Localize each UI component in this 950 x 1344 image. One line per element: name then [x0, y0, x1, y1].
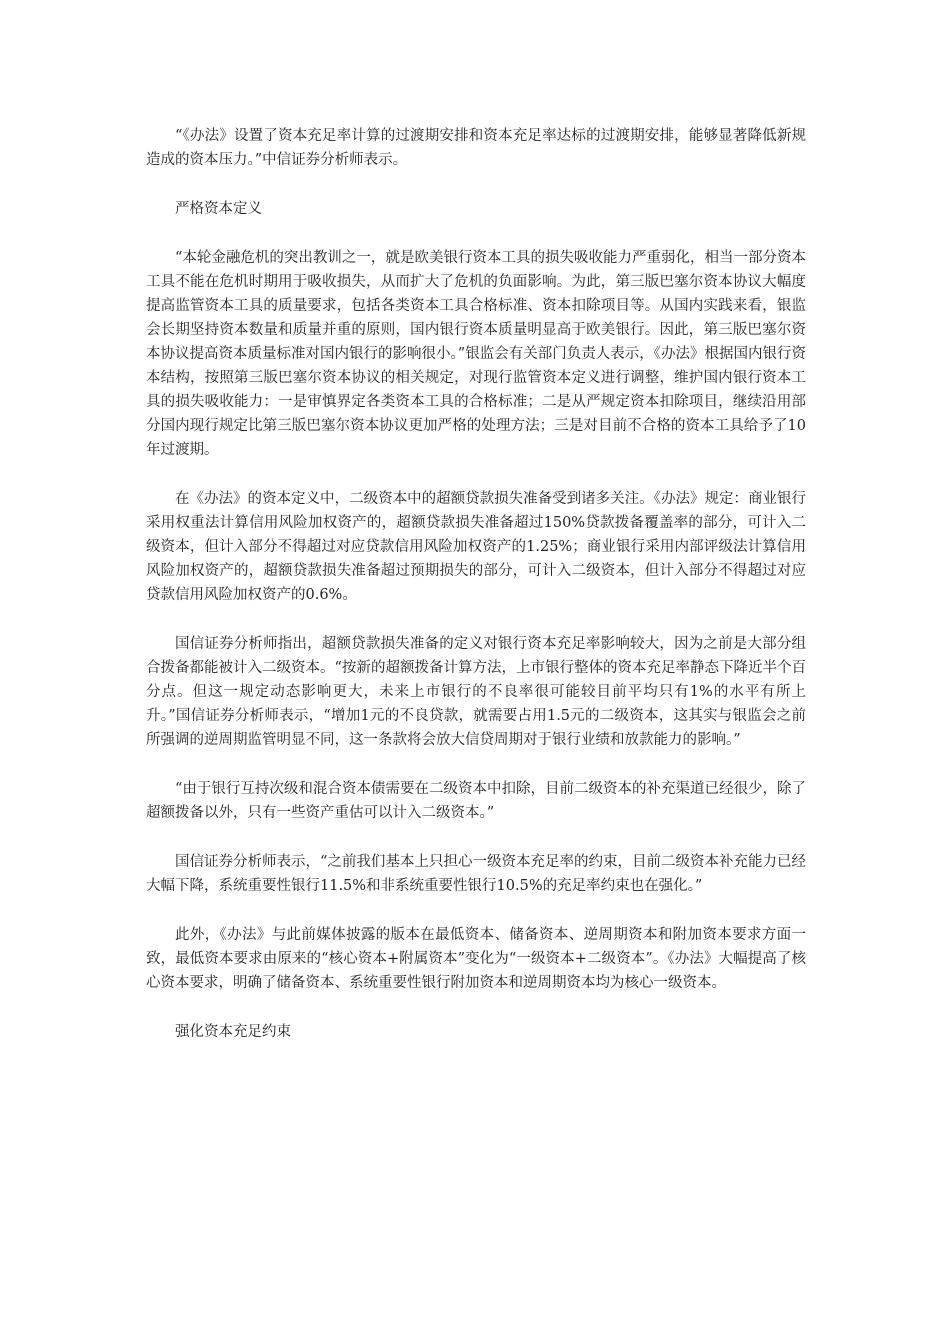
paragraph-tier2-channels: “由于银行互持次级和混合资本债需要在二级资本中扣除，目前二级资本的补充渠道已经很少，除了超额拨备以外，只有一些资产重估可以计入二级资本。”: [146, 781, 806, 821]
paragraph-analyst-comment: 国信证券分析师指出，超额贷款损失准备的定义对银行资本充足率影响较大，因为之前是大部分组合拨备都能被计入二级资本。“按新的超额拨备计算方法，上市银行整体的资本充足率静态下降近半个百分点。但这一规定动态影响更大，未来上市银行的不良率很可能较目前平均只有1%的水平有所上升。”国信证券分析师表示，“增加1元的不良贷款，就需要占用1.5元的二级资本，这其实与银监会之前所强调的逆周期监管明显不同，这一条款将会放大信贷周期对于银行业绩和放款能力的影响。”: [146, 636, 806, 748]
paragraph-crisis-lessons: “本轮金融危机的突出教训之一，就是欧美银行资本工具的损失吸收能力严重弱化，相当一部分资本工具不能在危机时期用于吸收损失，从而扩大了危机的负面影响。为此，第三版巴塞尔资本协议大幅度提高监管资本工具的质量要求，包括各类资本工具合格标准、资本扣除项目等。从国内实践来看，银监会长期坚持资本数量和质量并重的原则，国内银行资本质量明显高于欧美银行。因此，第三版巴塞尔资本协议提高资本质量标准对国内银行的影响很小。”银监会有关部门负责人表示，《办法》根据国内银行资本结构，按照第三版巴塞尔资本协议的相关规定，对现行监管资本定义进行调整，维护国内银行资本工具的损失吸收能力：一是审慎界定各类资本工具的合格标准；二是从严规定资本扣除项目，继续沿用部分国内现行规定比第三版巴塞尔资本协议更加严格的处理方法；三是对目前不合格的资本工具给予了10年过渡期。: [146, 250, 806, 458]
section-heading-capital-definition: 严格资本定义: [175, 201, 262, 217]
paragraph-capital-requirements: 此外，《办法》与此前媒体披露的版本在最低资本、储备资本、逆周期资本和附加资本要求方面一致，最低资本要求由原来的“核心资本+附属资本”变化为“一级资本+二级资本”。《办法》大幅提高了核心资本要求，明确了储备资本、系统重要性银行附加资本和逆周期资本均为核心一级资本。: [146, 927, 806, 991]
paragraph-loan-loss-provision: 在《办法》的资本定义中，二级资本中的超额贷款损失准备受到诸多关注。《办法》规定：商业银行采用权重法计算信用风险加权资产的，超额贷款损失准备超过150%贷款拨备覆盖率的部分，可计入二级资本，但计入部分不得超过对应贷款信用风险加权资产的1.25%；商业银行采用内部评级法计算信用风险加权资产的，超额贷款损失准备超过预期损失的部分，可计入二级资本，但计入部分不得超过对应贷款信用风险加权资产的0.6%。: [146, 491, 806, 603]
paragraph-transition-arrangement: “《办法》设置了资本充足率计算的过渡期安排和资本充足率达标的过渡期安排，能够显著降低新规造成的资本压力。”中信证券分析师表示。: [146, 128, 806, 168]
document-body: [146, 124, 806, 1069]
paragraph-adequacy-constraint: 国信证券分析师表示，“之前我们基本上只担心一级资本充足率的约束，目前二级资本补充能力已经大幅下降，系统重要性银行11.5%和非系统重要性银行10.5%的充足率约束也在强化。”: [146, 854, 806, 894]
section-heading-strengthen-constraint: 强化资本充足约束: [175, 1024, 291, 1040]
